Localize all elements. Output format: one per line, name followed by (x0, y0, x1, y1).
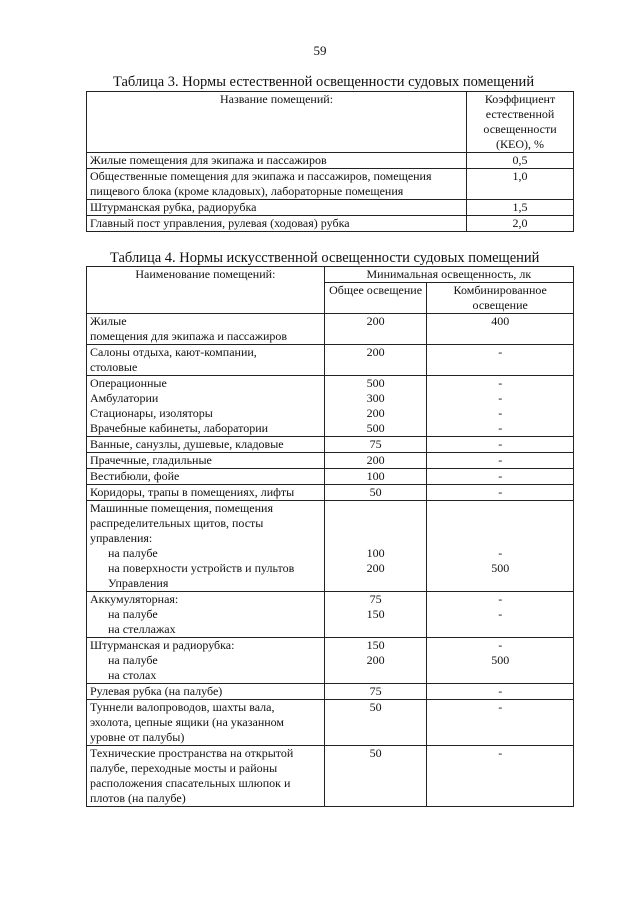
table3-caption: Таблица 3. Нормы естественной освещенности судовых помещений (113, 74, 535, 90)
general-lux-value (328, 668, 424, 683)
room-name-line: Технические пространства на открытой (90, 746, 294, 760)
combined-lux-value (430, 329, 570, 344)
keo-value-cell: 0,5 (467, 153, 574, 169)
general-lux-value (328, 329, 424, 344)
combined-lux-value (430, 501, 570, 516)
table4-header-group: Минимальная освещенность, лк (324, 267, 573, 283)
general-lux-value: 50 (369, 485, 382, 499)
room-name-line: эхолота, цепные ящики (на указанном (90, 715, 285, 729)
combined-illumination-cell (427, 469, 574, 485)
general-lux-value (328, 531, 424, 546)
room-name-line: на столах (108, 668, 157, 682)
combined-lux-value: - (498, 453, 503, 467)
general-lux-value: 200 (366, 345, 385, 359)
general-lux-value: 150 (366, 607, 385, 621)
room-name-cell: Главный пост управления, рулевая (ходовая) рубка (87, 216, 467, 232)
combined-lux-value (430, 531, 570, 546)
table3-row (87, 153, 574, 169)
room-name-line: Амбулатории (90, 391, 159, 405)
general-illumination-cell (324, 746, 427, 807)
room-name-line: плотов (на палубе) (90, 791, 186, 805)
combined-lux-value (430, 761, 570, 776)
table4-row (87, 501, 574, 592)
general-illumination-cell (324, 592, 427, 638)
room-name-line: расположения спасательных шлюпок и (90, 776, 291, 790)
combined-lux-value (430, 516, 570, 531)
combined-lux-value: - (498, 485, 503, 499)
general-illumination-cell (324, 469, 427, 485)
combined-illumination-cell (427, 345, 574, 376)
combined-illumination-cell (427, 684, 574, 700)
table4-row (87, 469, 574, 485)
combined-lux-value: 400 (491, 314, 510, 328)
room-name-line: Жилые (90, 314, 127, 328)
general-illumination-cell (324, 314, 427, 345)
room-name-line: Рулевая рубка (на палубе) (90, 684, 223, 698)
combined-lux-value: - (498, 437, 503, 451)
room-name-line: Штурманская и радиорубка: (90, 638, 235, 652)
combined-lux-value: - (498, 638, 503, 652)
room-name-line: столовые (90, 360, 138, 374)
table3-header-keo: Коэффициент естественной освещенности (КЕО), % (467, 92, 574, 153)
room-name-cell (87, 345, 325, 376)
combined-illumination-cell (427, 700, 574, 746)
general-lux-value (328, 622, 424, 637)
table4-header-combined: Комбинированное освещение (427, 283, 574, 314)
general-illumination-cell (324, 638, 427, 684)
general-lux-value: 150 (366, 638, 385, 652)
keo-value-cell: 1,0 (467, 169, 574, 200)
table3-row (87, 200, 574, 216)
general-lux-value: 200 (366, 653, 385, 667)
room-name-line: Аккумуляторная: (90, 592, 179, 606)
general-lux-value (328, 776, 424, 791)
room-name-line: на палубе (108, 607, 158, 621)
general-illumination-cell (324, 376, 427, 437)
combined-lux-value: - (498, 607, 503, 621)
room-name-cell (87, 638, 325, 684)
combined-lux-value: - (498, 592, 503, 606)
room-name-cell (87, 501, 325, 592)
room-name-line: палубе, переходные мосты и районы (90, 761, 278, 775)
table4-row (87, 746, 574, 807)
general-lux-value (328, 516, 424, 531)
combined-lux-value: - (498, 406, 503, 420)
combined-illumination-cell (427, 501, 574, 592)
table4-row (87, 684, 574, 700)
room-name-cell (87, 485, 325, 501)
combined-illumination-cell (427, 638, 574, 684)
combined-lux-value (430, 791, 570, 806)
room-name-line: Машинные помещения, помещения (90, 501, 273, 515)
room-name-line: Стационары, изоляторы (90, 406, 213, 420)
combined-lux-value: - (498, 684, 503, 698)
general-lux-value (328, 761, 424, 776)
table3-row (87, 169, 574, 200)
combined-lux-value: - (498, 546, 503, 560)
room-name-cell (87, 746, 325, 807)
room-name-cell (87, 376, 325, 437)
general-lux-value (328, 715, 424, 730)
combined-lux-value: - (498, 391, 503, 405)
general-lux-value: 200 (366, 561, 385, 575)
general-lux-value (328, 730, 424, 745)
combined-lux-value: - (498, 700, 503, 714)
combined-illumination-cell (427, 746, 574, 807)
room-name-cell (87, 592, 325, 638)
combined-lux-value: 500 (491, 653, 510, 667)
combined-lux-value (430, 730, 570, 745)
general-illumination-cell (324, 453, 427, 469)
general-lux-value (328, 576, 424, 591)
general-lux-value: 50 (369, 746, 382, 760)
combined-illumination-cell (427, 592, 574, 638)
table4-artificial-illumination (86, 266, 574, 807)
general-illumination-cell (324, 485, 427, 501)
room-name-line: Управления (108, 576, 169, 590)
table3-header-row (87, 92, 574, 153)
room-name-line: Туннели валопроводов, шахты вала, (90, 700, 275, 714)
room-name-line: Вестибюли, фойе (90, 469, 180, 483)
room-name-line: Прачечные, гладильные (90, 453, 212, 467)
table4-row (87, 592, 574, 638)
room-name-line: Салоны отдыха, кают-компании, (90, 345, 257, 359)
general-illumination-cell (324, 501, 427, 592)
table4-row (87, 345, 574, 376)
general-lux-value: 75 (369, 592, 382, 606)
room-name-line: Коридоры, трапы в помещениях, лифты (90, 485, 295, 499)
room-name-line: распределительных щитов, посты (90, 516, 264, 530)
room-name-line: Врачебные кабинеты, лаборатории (90, 421, 269, 435)
combined-illumination-cell (427, 437, 574, 453)
combined-illumination-cell (427, 485, 574, 501)
room-name-line: на поверхности устройств и пультов (108, 561, 295, 575)
room-name-line: помещения для экипажа и пассажиров (90, 329, 288, 343)
table4-row (87, 700, 574, 746)
general-illumination-cell (324, 437, 427, 453)
table4-header-general: Общее освещение (324, 283, 427, 314)
general-lux-value: 200 (366, 406, 385, 420)
general-lux-value: 75 (369, 437, 382, 451)
room-name-line: уровне от палубы) (90, 730, 185, 744)
combined-lux-value (430, 715, 570, 730)
general-lux-value (328, 360, 424, 375)
combined-lux-value (430, 360, 570, 375)
general-lux-value: 200 (366, 453, 385, 467)
table4-row (87, 314, 574, 345)
room-name-cell (87, 437, 325, 453)
room-name-cell (87, 469, 325, 485)
room-name-cell (87, 700, 325, 746)
room-name-cell (87, 314, 325, 345)
combined-lux-value (430, 622, 570, 637)
table3-row (87, 216, 574, 232)
combined-lux-value (430, 668, 570, 683)
room-name-cell: Общественные помещения для экипажа и пассажиров, помещения пищевого блока (кроме кладовых), лабораторные помещения (87, 169, 467, 200)
combined-illumination-cell (427, 376, 574, 437)
table4-row (87, 453, 574, 469)
general-illumination-cell (324, 700, 427, 746)
room-name-cell: Штурманская рубка, радиорубка (87, 200, 467, 216)
table4-header-row (87, 267, 574, 283)
room-name-line: Ванные, санузлы, душевые, кладовые (90, 437, 284, 451)
combined-lux-value: - (498, 469, 503, 483)
room-name-line: на стеллажах (108, 622, 176, 636)
room-name-line: на палубе (108, 653, 158, 667)
room-name-line: Операционные (90, 376, 167, 390)
keo-value-cell: 2,0 (467, 216, 574, 232)
general-lux-value: 200 (366, 314, 385, 328)
table4-caption: Таблица 4. Нормы искусственной освещенности судовых помещений (110, 250, 540, 266)
room-name-cell: Жилые помещения для экипажа и пассажиров (87, 153, 467, 169)
table4-body (87, 267, 574, 807)
general-illumination-cell (324, 345, 427, 376)
table4-row (87, 638, 574, 684)
room-name-cell (87, 453, 325, 469)
general-illumination-cell (324, 684, 427, 700)
general-lux-value (328, 501, 424, 516)
general-lux-value: 500 (366, 376, 385, 390)
combined-illumination-cell (427, 314, 574, 345)
table4-header-name: Наименование помещений: (87, 267, 325, 314)
room-name-cell (87, 684, 325, 700)
combined-illumination-cell (427, 453, 574, 469)
table4-row (87, 485, 574, 501)
general-lux-value: 50 (369, 700, 382, 714)
table4-row (87, 437, 574, 453)
room-name-line: управления: (90, 531, 153, 545)
combined-lux-value (430, 576, 570, 591)
table3-natural-illumination (86, 91, 574, 232)
general-lux-value: 300 (366, 391, 385, 405)
page-number: 59 (313, 43, 327, 58)
table3-body (87, 92, 574, 232)
table3-header-name: Название помещений: (87, 92, 467, 153)
room-name-line: на палубе (108, 546, 158, 560)
keo-value-cell: 1,5 (467, 200, 574, 216)
combined-lux-value (430, 776, 570, 791)
combined-lux-value: 500 (491, 561, 510, 575)
general-lux-value (328, 791, 424, 806)
combined-lux-value: - (498, 421, 503, 435)
combined-lux-value: - (498, 345, 503, 359)
general-lux-value: 100 (366, 469, 385, 483)
general-lux-value: 500 (366, 421, 385, 435)
general-lux-value: 100 (366, 546, 385, 560)
combined-lux-value: - (498, 746, 503, 760)
general-lux-value: 75 (369, 684, 382, 698)
table4-row (87, 376, 574, 437)
combined-lux-value: - (498, 376, 503, 390)
